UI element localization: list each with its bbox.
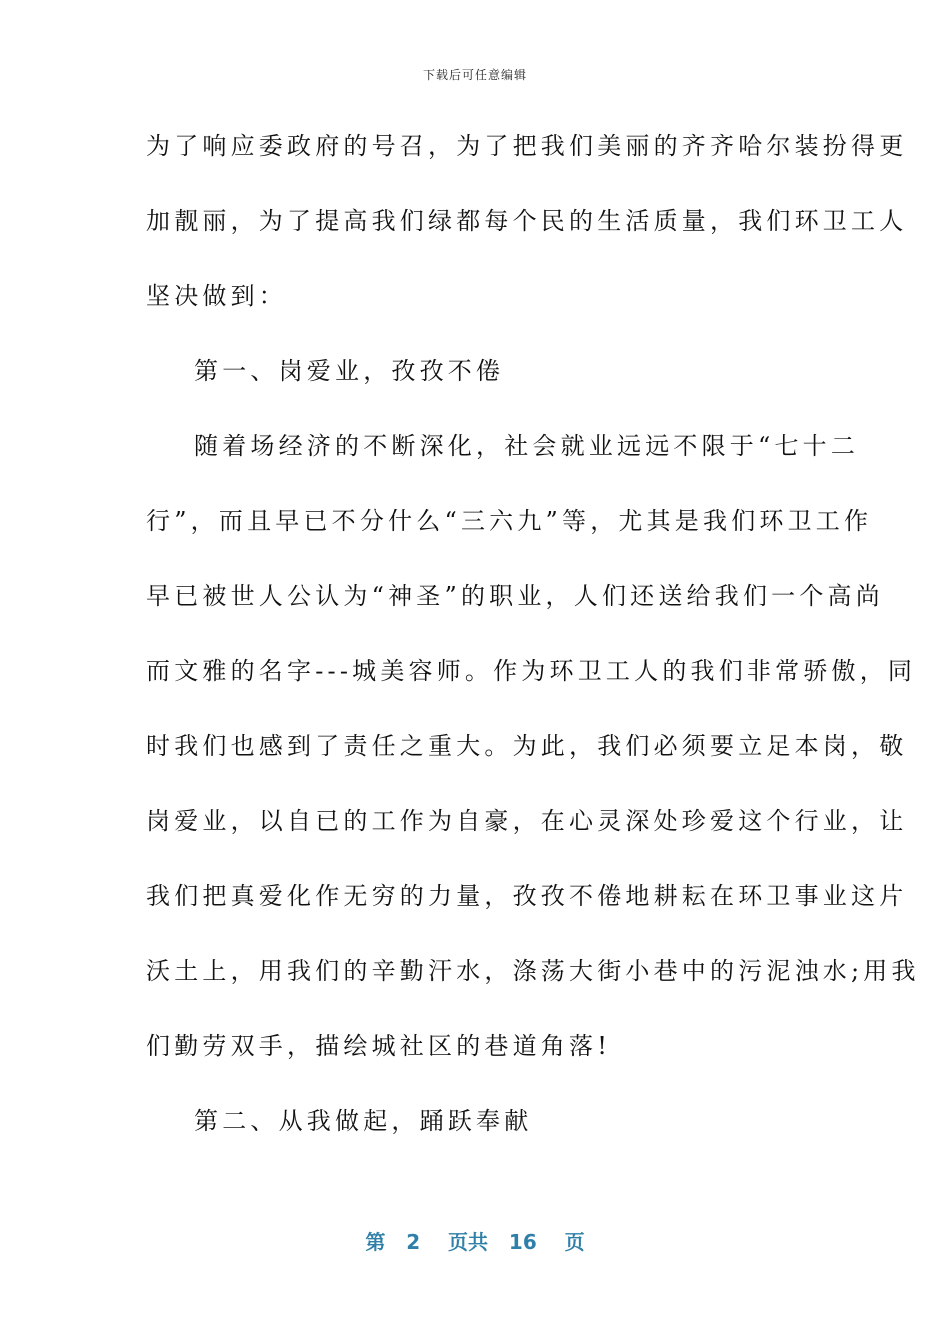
footer-prefix: 第 bbox=[365, 1230, 386, 1254]
total-pages-number: 16 bbox=[508, 1230, 537, 1254]
body-line: 岗爱业，以自已的工作为自豪，在心灵深处珍爱这个行业，让 bbox=[146, 807, 908, 835]
section-heading: 第一、岗爱业，孜孜不倦 bbox=[194, 357, 505, 385]
section-heading: 第二、从我做起，踊跃奉献 bbox=[194, 1107, 533, 1135]
document-body bbox=[146, 124, 920, 1174]
body-line: 行”，而且早已不分什么“三六九”等，尤其是我们环卫工作 bbox=[146, 507, 873, 535]
body-line: 时我们也感到了责任之重大。为此，我们必须要立足本岗，敬 bbox=[146, 732, 908, 760]
page-header: 下载后可任意编辑 bbox=[422, 68, 527, 82]
paragraph-start-line: 随着场经济的不断深化，社会就业远远不限于“七十二 bbox=[194, 432, 860, 460]
body-line: 早已被世人公认为“神圣”的职业，人们还送给我们一个高尚 bbox=[146, 582, 884, 610]
current-page-number: 2 bbox=[406, 1230, 421, 1254]
body-line: 们勤劳双手，描绘城社区的巷道角落! bbox=[146, 1032, 612, 1060]
body-line: 我们把真爱化作无穷的力量，孜孜不倦地耕耘在环卫事业这片 bbox=[146, 882, 908, 910]
body-line: 加靓丽，为了提高我们绿都每个民的生活质量，我们环卫工人 bbox=[146, 207, 908, 235]
page-footer bbox=[0, 1226, 950, 1255]
footer-middle: 页共 bbox=[448, 1230, 489, 1254]
body-line: 沃土上，用我们的辛勤汗水，涤荡大街小巷中的污泥浊水;用我 bbox=[146, 957, 920, 985]
body-line: 为了响应委政府的号召，为了把我们美丽的齐齐哈尔装扮得更 bbox=[146, 132, 908, 160]
body-line: 坚决做到： bbox=[146, 282, 287, 310]
body-line: 而文雅的名字---城美容师。作为环卫工人的我们非常骄傲，同 bbox=[146, 657, 917, 685]
footer-suffix: 页 bbox=[564, 1230, 585, 1254]
